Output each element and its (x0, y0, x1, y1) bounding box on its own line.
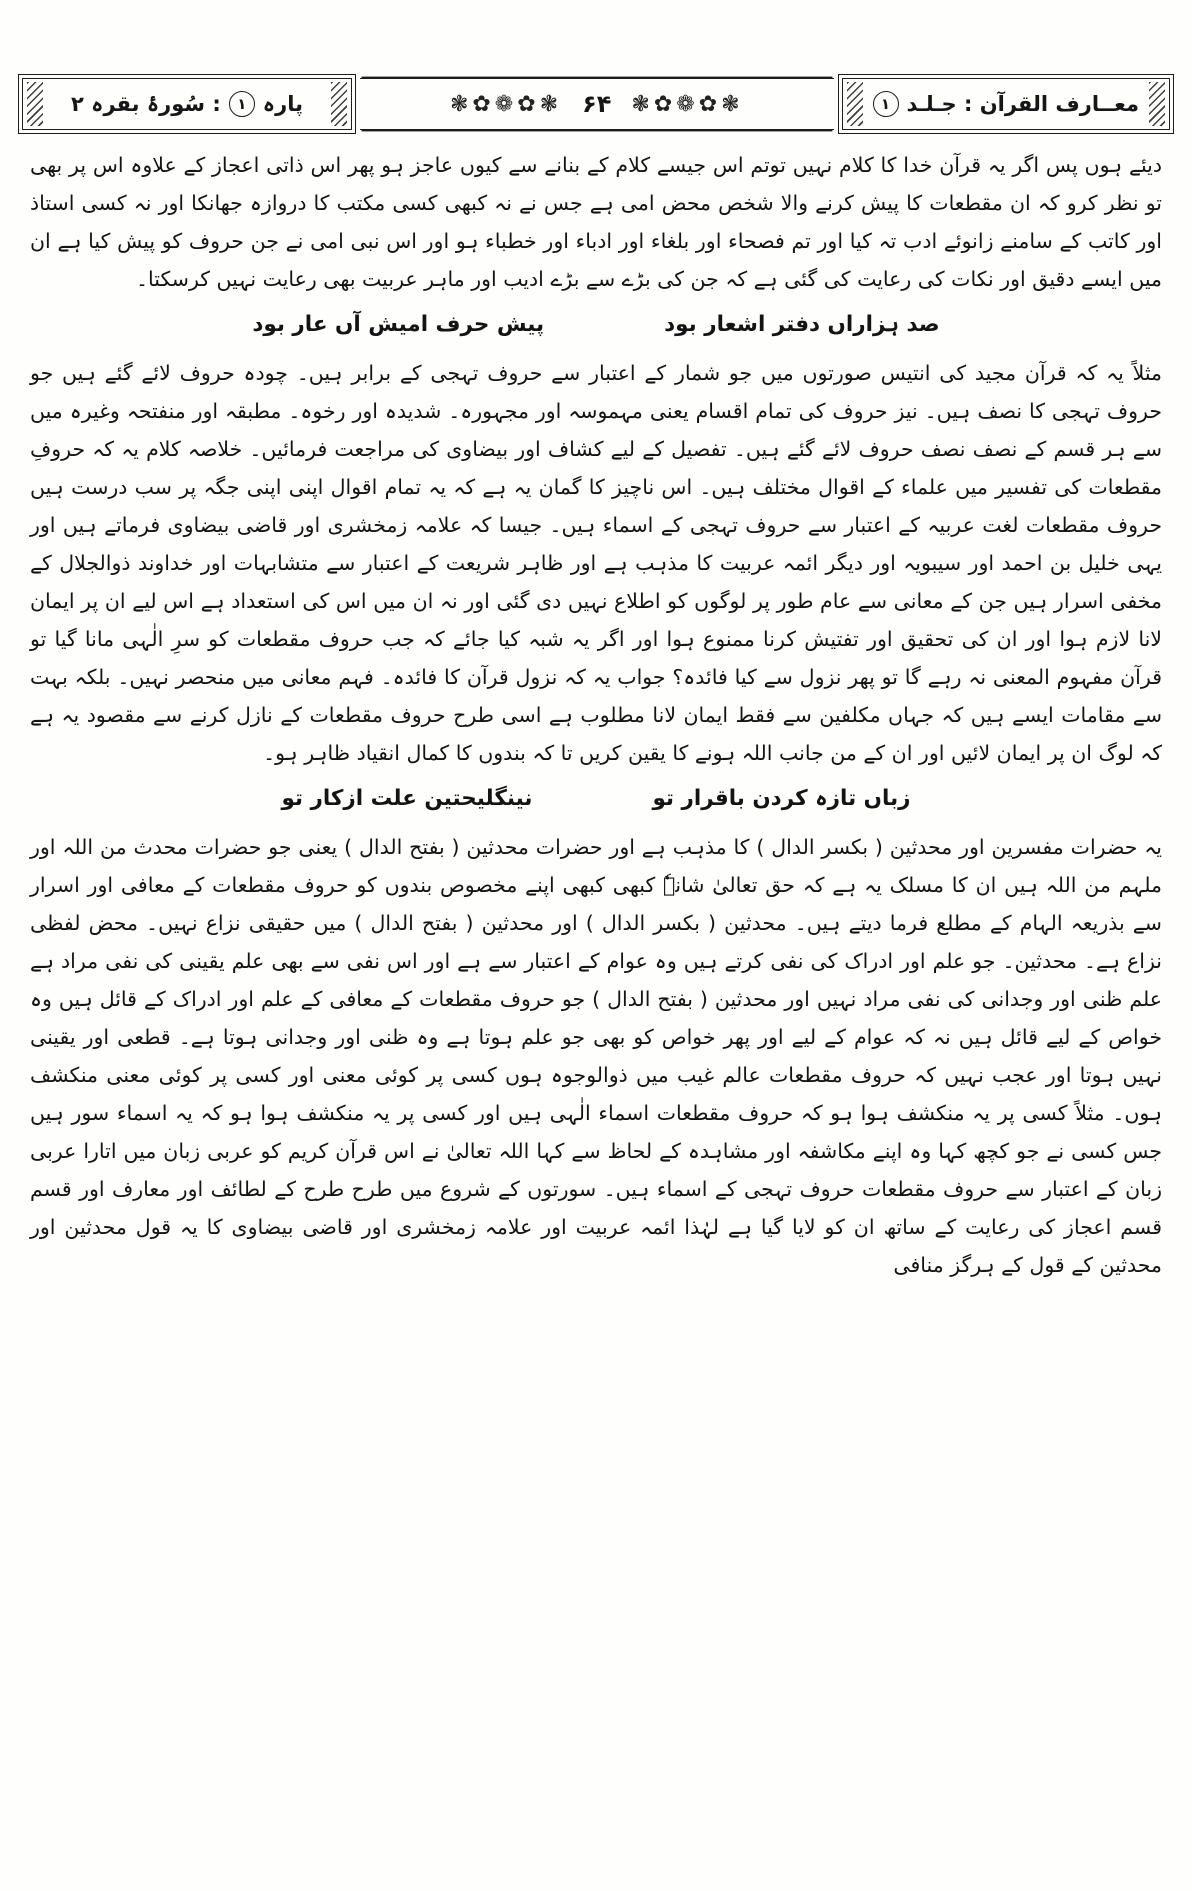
paragraph: مثلاً یہ کہ قرآن مجید کی انتیس صورتوں میں جو شمار کے اعتبار سے حروف تہجی کے برابر ہیں۔ چودہ حروف لائے گئے ہیں جو حروف تہجی کا نصف ہیں۔ نیز حروف کی تمام اقسام یعنی مہموسہ اور مجہورہ۔ شدیدہ اور رخوہ۔ مطبقہ اور منفتحہ وغیرہ میں سے ہر قسم کے نصف نصف حروف لائے گئے ہیں۔ تفصیل کے لیے کشاف اور بیضاوی کی مراجعت فرمائیں۔ خلاصہ کلام یہ کہ حروفِ مقطعات کی تفسیر میں علماء کے اقوال مختلف ہیں۔ اس ناچیز کا گمان یہ ہے کہ یہ تمام اقوال اپنی اپنی جگہ پر سب درست ہیں حروف مقطعات لغت عربیہ کے اعتبار سے حروف تہجی کے اسماء ہیں۔ جیسا کہ علامہ زمخشری اور قاضی بیضاوی فرماتے ہیں اور یہی خلیل بن احمد اور سیبویہ اور دیگر ائمہ عربیت کا مذہب ہے اور ظاہر شریعت کے اعتبار سے متشابہات اور خداوند ذوالجلال کے مخفی اسرار ہیں جن کے معانی سے عام طور پر لوگوں کو اطلاع نہیں دی گئی اور نہ ان میں اس کی استعداد ہے اس لیے ان پر ایمان لانا لازم ہوا اور ان کی تحقیق اور تفتیش کرنا ممنوع ہوا اور اگر یہ شبہ کیا جائے کہ جب حروف مقطعات کو سرِ الٰہی مانا گیا تو قرآن مفہوم المعنی نہ رہے گا تو پھر نزول سے کیا فائدہ؟ جواب یہ کہ نزول قرآن کا فائدہ۔ فہم معانی میں منحصر نہیں۔ بلکہ بہت سے مقامات ایسے ہیں کہ جہاں مکلفین سے فقط ایمان لانا مطلوب ہے اسی طرح حروف مقطعات کے نازل کرنے سے مقصود یہ ہے کہ لوگ ان پر ایمان لائیں اور ان کے من جانب اللہ ہونے کا یقین کریں تا کہ بندوں کا کمال انقیاد ظاہر ہو۔ (30, 361, 1162, 765)
surah-label: : سُورۂ بقرہ ۲ (71, 92, 221, 116)
header-center-ornament (360, 78, 834, 130)
persian-couplet (30, 780, 1162, 818)
header-band (22, 78, 1170, 130)
page-body (30, 146, 1162, 1284)
volume-number-badge: ۱ (873, 91, 899, 117)
book-title-cartouche (842, 78, 1171, 130)
couplet-hemistich-left: نینگلیحتین علت ازکار تو (281, 786, 533, 811)
book-title: معــارف القرآن : جـلـد (906, 92, 1139, 116)
paragraph: دیئے ہوں پس اگر یہ قرآن خدا کا کلام نہیں توتم اس جیسے کلام کے بنانے سے کیوں عاجز ہو پھر اس ذاتی اعجاز کے علاوہ اس پر بھی تو نظر کرو کہ ان مقطعات کا پیش کرنے والا شخص محض امی ہے جس نے نہ کبھی کسی مکتب کا دروازہ جھانکا اور نہ کسی استاذ اور کاتب کے سامنے زانوئے ادب تہ کیا اور تم فصحاء اور بلغاء اور ادباء اور خطباء ہو اور اس نبی امی نے جن حروف کو پیش کیا ہے ان میں ایسے دقیق اور نکات کی رعایت کی گئی ہے کہ جن کی بڑے سے بڑے ادیب اور ماہر عربیت بھی رعایت نہیں کرسکتا۔ (30, 153, 1162, 291)
couplet-hemistich-right: زباں تازہ کردن باقرار تو (652, 786, 911, 811)
page-number: ۶۴ (582, 90, 612, 118)
floral-ornament-icon: ❃✿❁✿❃ (449, 91, 563, 117)
couplet-hemistich-left: پیش حرف امیش آں عار بود (252, 312, 545, 337)
para-surah-cartouche (22, 78, 352, 130)
couplet-hemistich-right: صد ہزاراں دفتر اشعار بود (664, 312, 940, 337)
para-label: پارہ (262, 92, 303, 116)
para-number-badge: ۱ (229, 91, 255, 117)
paragraph: یہ حضرات مفسرین اور محدثین ( بکسر الدال ) کا مذہب ہے اور حضرات محدثین ( بفتح الدال ) یعنی جو حضرات محدث من اللہ اور ملہم من اللہ ہیں ان کا مسلک یہ ہے کہ حق تعالیٰ شانہٗ کبھی کبھی اپنے مخصوص بندوں کو حروف مقطعات کے معافی اور اسرار سے بذریعہ الہام کے مطلع فرما دیتے ہیں۔ محدثین ( بکسر الدال ) اور محدثین ( بفتح الدال ) میں حقیقی نزاع نہیں۔ محض لفظی نزاع ہے۔ محدثین۔ جو علم اور ادراک کی نفی کرتے ہیں وہ عوام کے اعتبار سے ہے اور اس نفی سے بھی علم یقینی کی نفی مراد ہے علم ظنی اور وجدانی کی نفی مراد نہیں اور محدثین ( بفتح الدال ) جو حروف مقطعات کے معافی کے علم اور ادراک کے قائل ہیں وہ خواص کے لیے قائل ہیں نہ کہ عوام کے لیے اور پھر خواص کو بھی جو علم ہوتا ہے وہ ظنی اور وجدانی ہوتا ہے۔ قطعی اور یقینی نہیں ہوتا اور عجب نہیں کہ حروف مقطعات عالم غیب میں ذوالوجوہ ہوں کسی پر کوئی معنی اور کسی پر کوئی معنی منکشف ہوں۔ مثلاً کسی پر یہ منکشف ہوا ہو کہ حروف مقطعات اسماء الٰہی ہیں اور کسی پر یہ منکشف ہوا ہو کہ یہ اسماء سور ہیں جس کسی نے جو کچھ کہا وہ اپنے مکاشفہ اور مشاہدہ کے لحاظ سے کہا اللہ تعالیٰ نے اس قرآن کریم کو عربی زبان میں اتارا عربی زبان کے اعتبار سے حروف مقطعات حروف تہجی کے اسماء ہیں۔ سورتوں کے شروع میں طرح طرح کے لطائف اور معارف اور قسم قسم اعجاز کی رعایت کے ساتھ ان کو لایا گیا ہے لہٰذا ائمہ عربیت اور علامہ زمخشری اور قاضی بیضاوی کا یہ قول محدثین اور محدثین کے قول کے ہرگز منافی (30, 835, 1162, 1277)
floral-ornament-icon: ❃✿❁✿❃ (631, 91, 744, 117)
persian-couplet (30, 306, 1162, 344)
